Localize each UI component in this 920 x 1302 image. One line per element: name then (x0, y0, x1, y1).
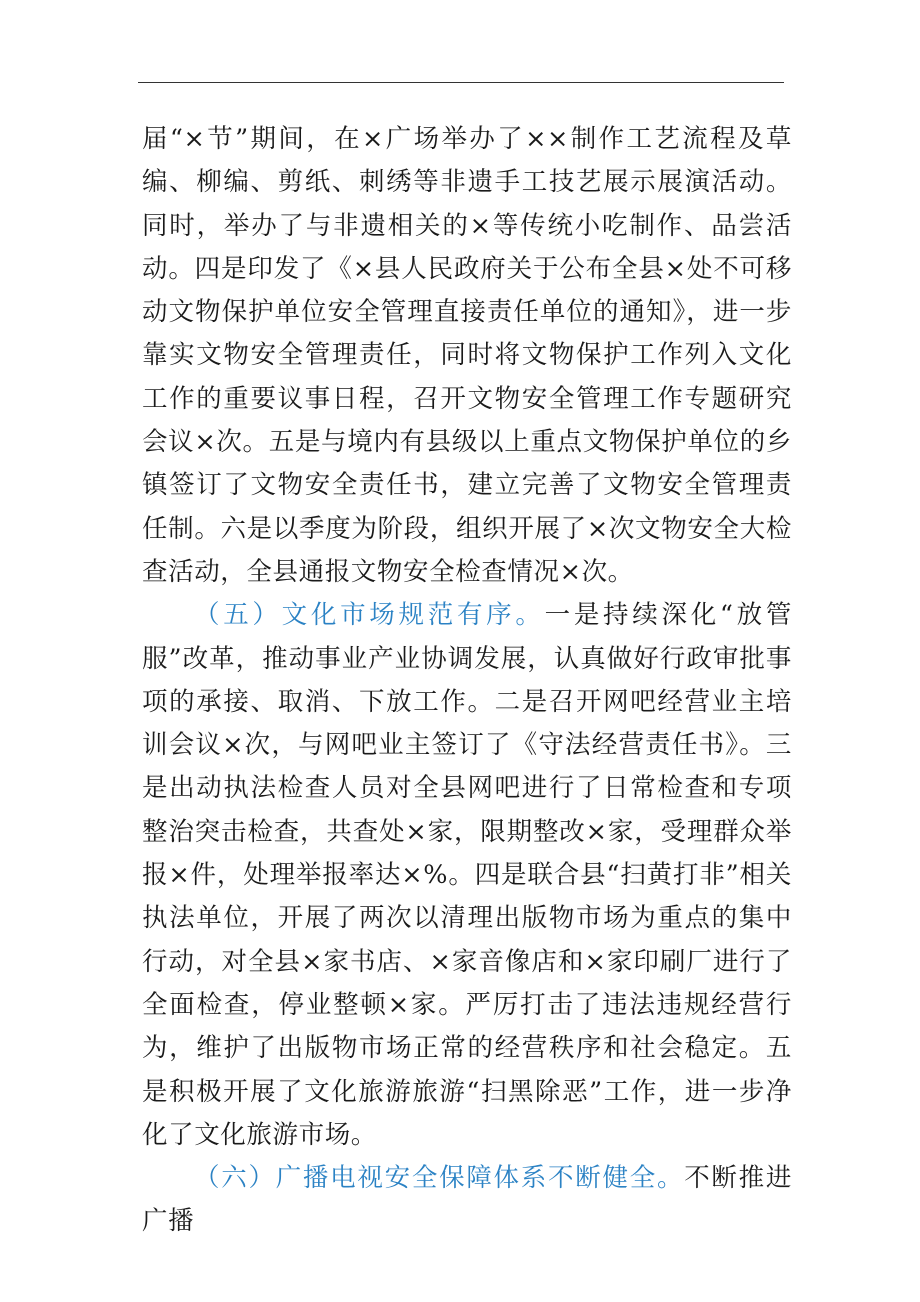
section-heading-6: （六）广播电视安全保障体系不断健全。 (194, 1163, 685, 1194)
paragraph-text: 届“×节”期间，在×广场举办了××制作工艺流程及草编、柳编、剪纸、刺绣等非遗手工技艺展示展演活动。同时，举办了与非遗相关的×等传统小吃制作、品尝活动。四是印发了《×县人民政府关于公布全县×处不可移动文物保护单位安全管理直接责任单位的通知》，进一步靠实文物安全管理责任，同时将文物保护工作列入文化工作的重要议事日程，召开文物安全管理工作专题研究会议×次。五是与境内有县级以上重点文物保护单位的乡镇签订了文物安全责任书，建立完善了文物安全管理责任制。六是以季度为阶段，组织开展了×次文物安全大检查活动，全县通报文物安全检查情况×次。 (142, 124, 792, 587)
document-body (142, 118, 792, 1244)
paragraph-text: 不断推进广播 (142, 1163, 792, 1237)
paragraph-section-6 (142, 1157, 792, 1244)
paragraph-text: 一是持续深化“放管服”改革，推动事业产业协调发展，认真做好行政审批事项的承接、取消、下放工作。二是召开网吧经营业主培训会议×次，与网吧业主签订了《守法经营责任书》。三是出动执法检查人员对全县网吧进行了日常检查和专项整治突击检查，共查处×家，限期整改×家，受理群众举报×件，处理举报率达×%。四是联合县“扫黄打非”相关执法单位，开展了两次以清理出版物市场为重点的集中行动，对全县×家书店、×家音像店和×家印刷厂进行了全面检查，停业整顿×家。严厉打击了违法违规经营行为，维护了出版物市场正常的经营秩序和社会稳定。五是积极开展了文化旅游旅游“扫黑除恶”工作，进一步净化了文化旅游市场。 (142, 600, 793, 1150)
header-rule (138, 82, 784, 83)
paragraph-section-5 (142, 594, 792, 1157)
paragraph-continuation (142, 118, 792, 594)
section-heading-5: （五）文化市场规范有序。 (194, 600, 545, 631)
